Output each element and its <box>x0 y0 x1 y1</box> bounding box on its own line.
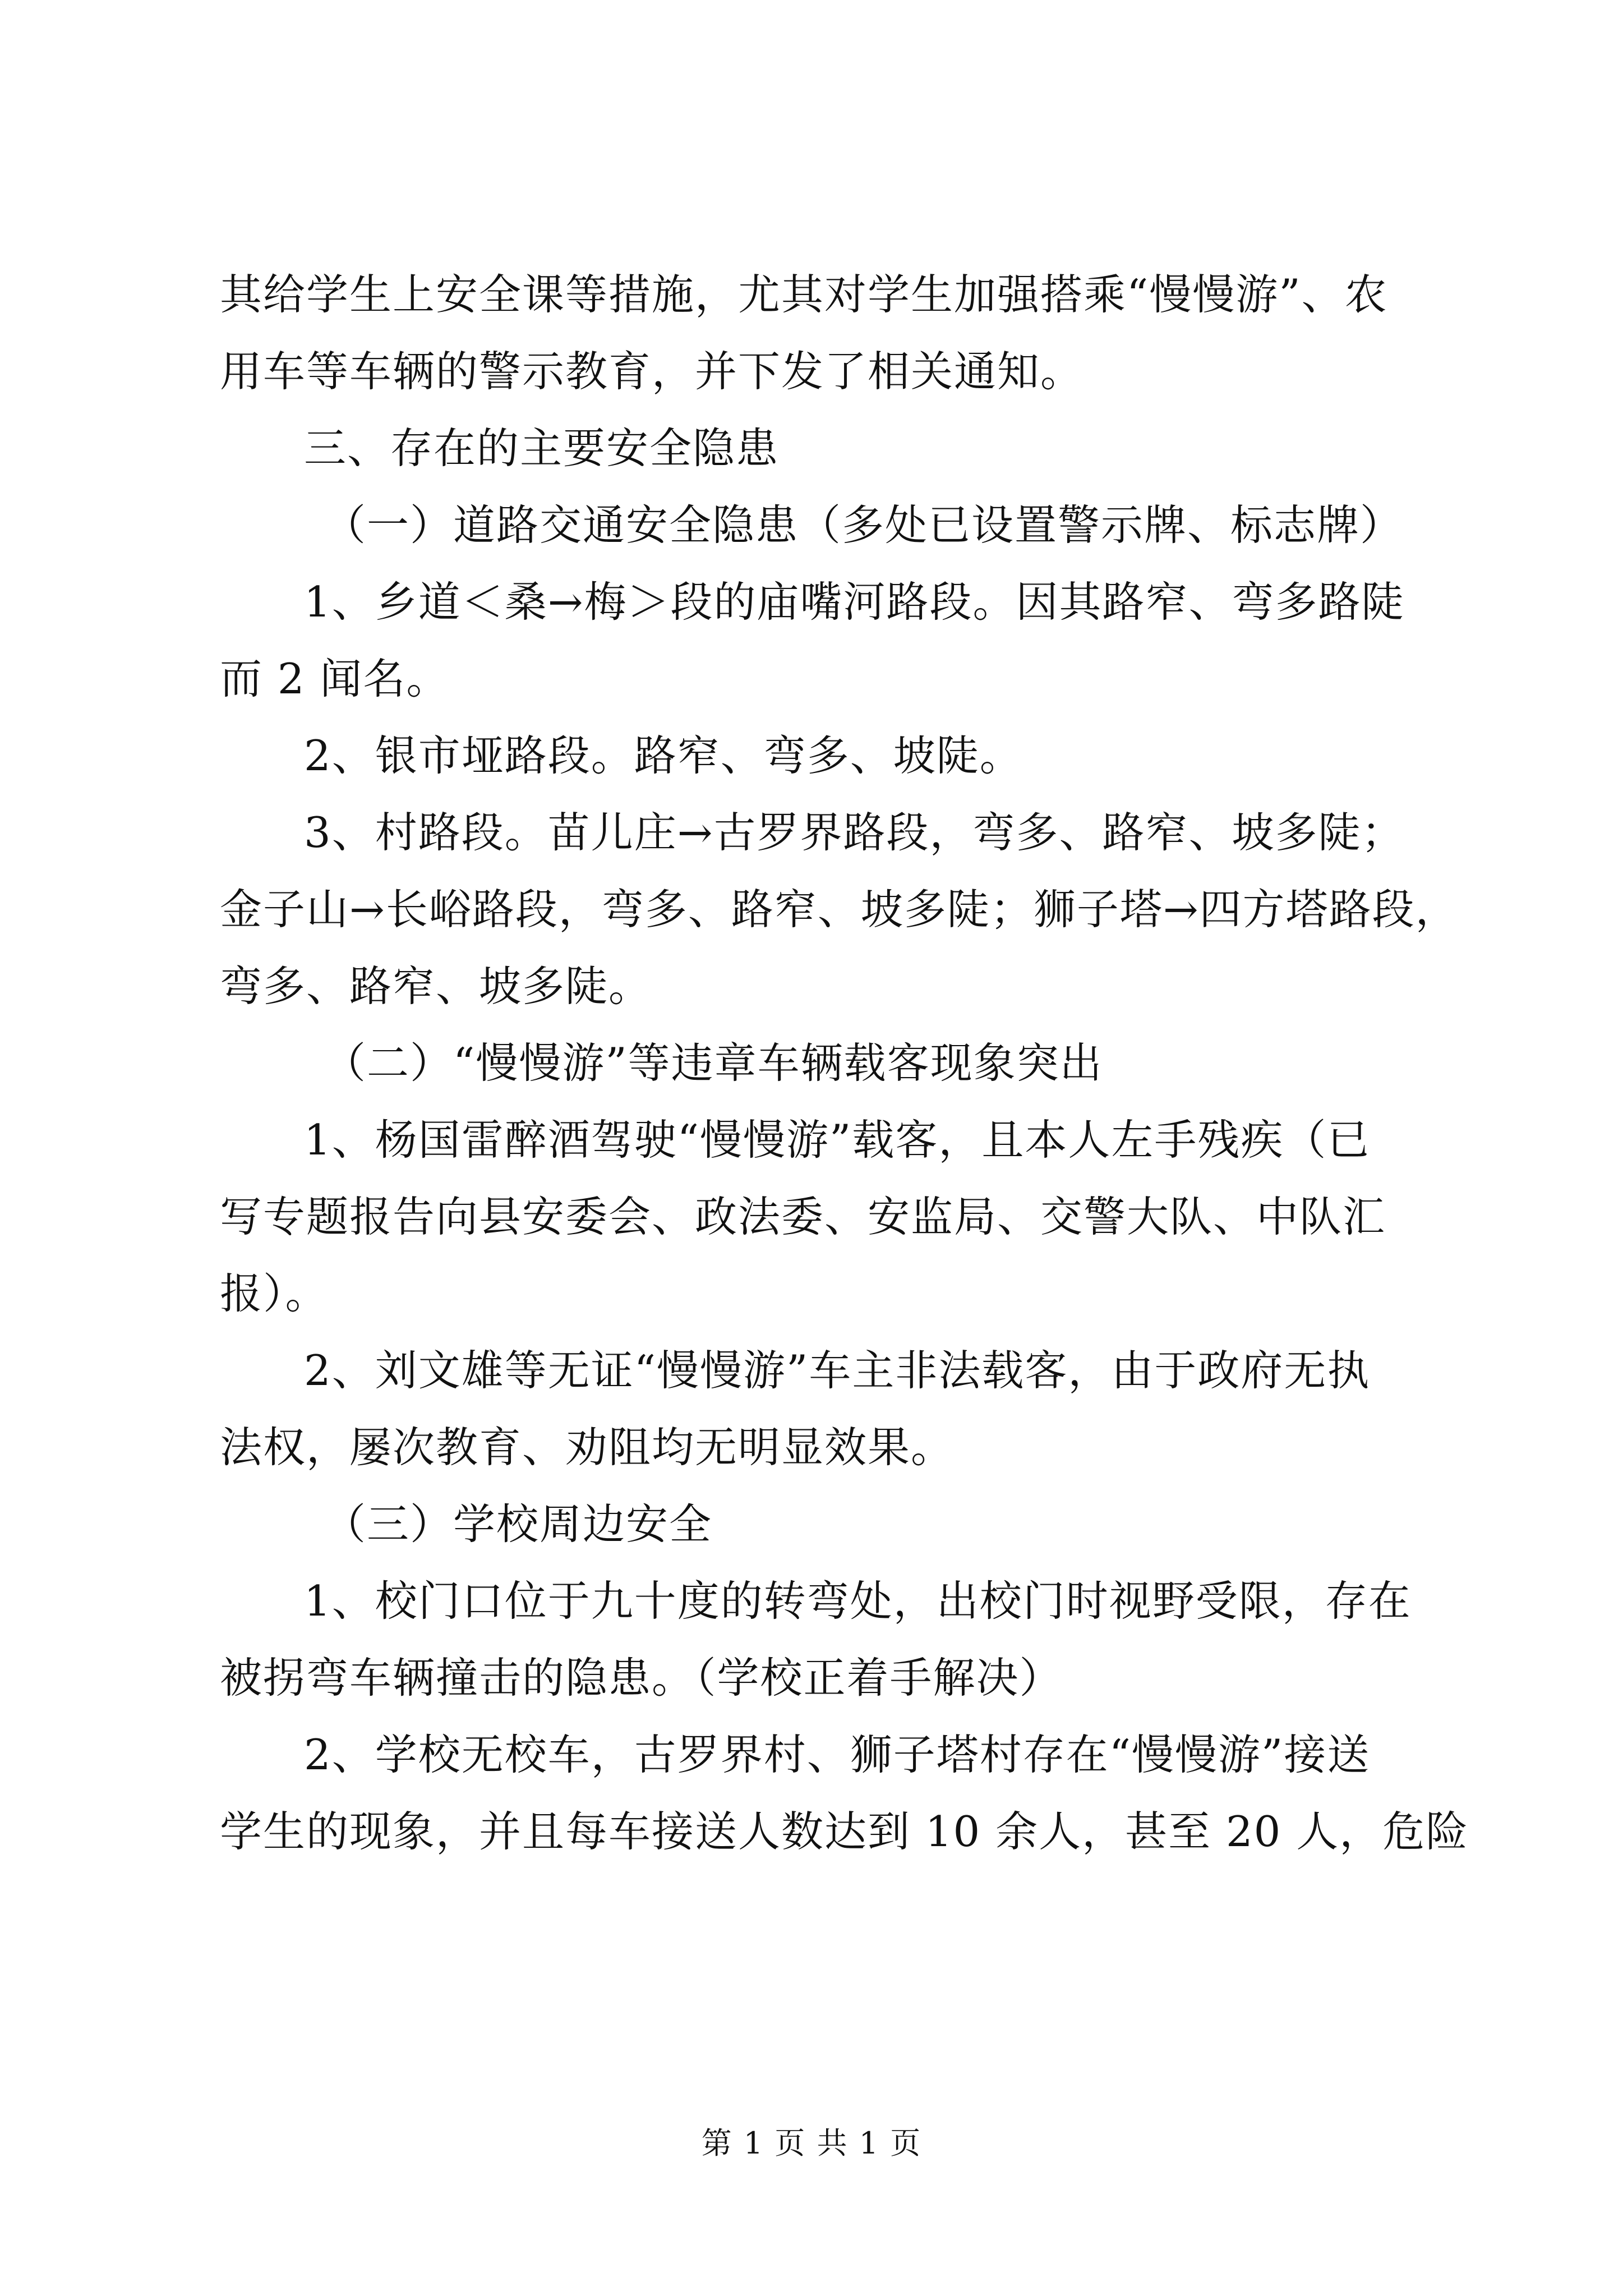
paragraph-line: 而 2 闻名。 <box>220 654 450 703</box>
paragraph-line: 2、学校无校车，古罗界村、狮子塔村存在“慢慢游”接送 <box>304 1730 1371 1779</box>
paragraph-line: 1、乡道＜桑→梅＞段的庙嘴河路段。因其路窄、弯多路陡 <box>304 577 1405 627</box>
paragraph-line: 3、村路段。苗儿庄→古罗界路段，弯多、路窄、坡多陡； <box>304 808 1405 857</box>
paragraph-line: 1、杨国雷醉酒驾驶“慢慢游”载客，且本人左手残疾（已 <box>304 1115 1371 1165</box>
page-number-footer: 第 1 页 共 1 页 <box>701 2125 922 2161</box>
subsection-heading: （二）“慢慢游”等违章车辆载客现象突出 <box>324 1038 1103 1088</box>
paragraph-line: 法权，屡次教育、劝阻均无明显效果。 <box>220 1423 955 1472</box>
subsection-heading: （三）学校周边安全 <box>324 1499 713 1549</box>
subsection-heading: （一）道路交通安全隐患（多处已设置警示牌、标志牌） <box>324 500 1404 550</box>
paragraph-line: 2、刘文雄等无证“慢慢游”车主非法载客，由于政府无执 <box>304 1346 1371 1395</box>
paragraph-line: 金子山→长峪路段，弯多、路窄、坡多陡；狮子塔→四方塔路段， <box>220 885 1459 934</box>
paragraph-line: 弯多、路窄、坡多陡。 <box>220 961 652 1011</box>
paragraph-line: 报）。 <box>220 1269 329 1318</box>
paragraph-line: 2、银市垭路段。路窄、弯多、坡陡。 <box>304 731 1023 780</box>
paragraph-line: 其给学生上安全课等措施，尤其对学生加强搭乘“慢慢游”、农 <box>220 270 1388 319</box>
paragraph-line: 被拐弯车辆撞击的隐患。（学校正着手解决） <box>220 1653 1063 1703</box>
paragraph-line: 用车等车辆的警示教育，并下发了相关通知。 <box>220 347 1084 396</box>
paragraph-line: 学生的现象，并且每车接送人数达到 10 余人，甚至 20 人，危险 <box>220 1807 1469 1856</box>
section-heading: 三、存在的主要安全隐患 <box>304 424 780 473</box>
paragraph-line: 写专题报告向县安委会、政法委、安监局、交警大队、中队汇 <box>220 1192 1386 1241</box>
paragraph-line: 1、校门口位于九十度的转弯处，出校门时视野受限，存在 <box>304 1576 1412 1626</box>
